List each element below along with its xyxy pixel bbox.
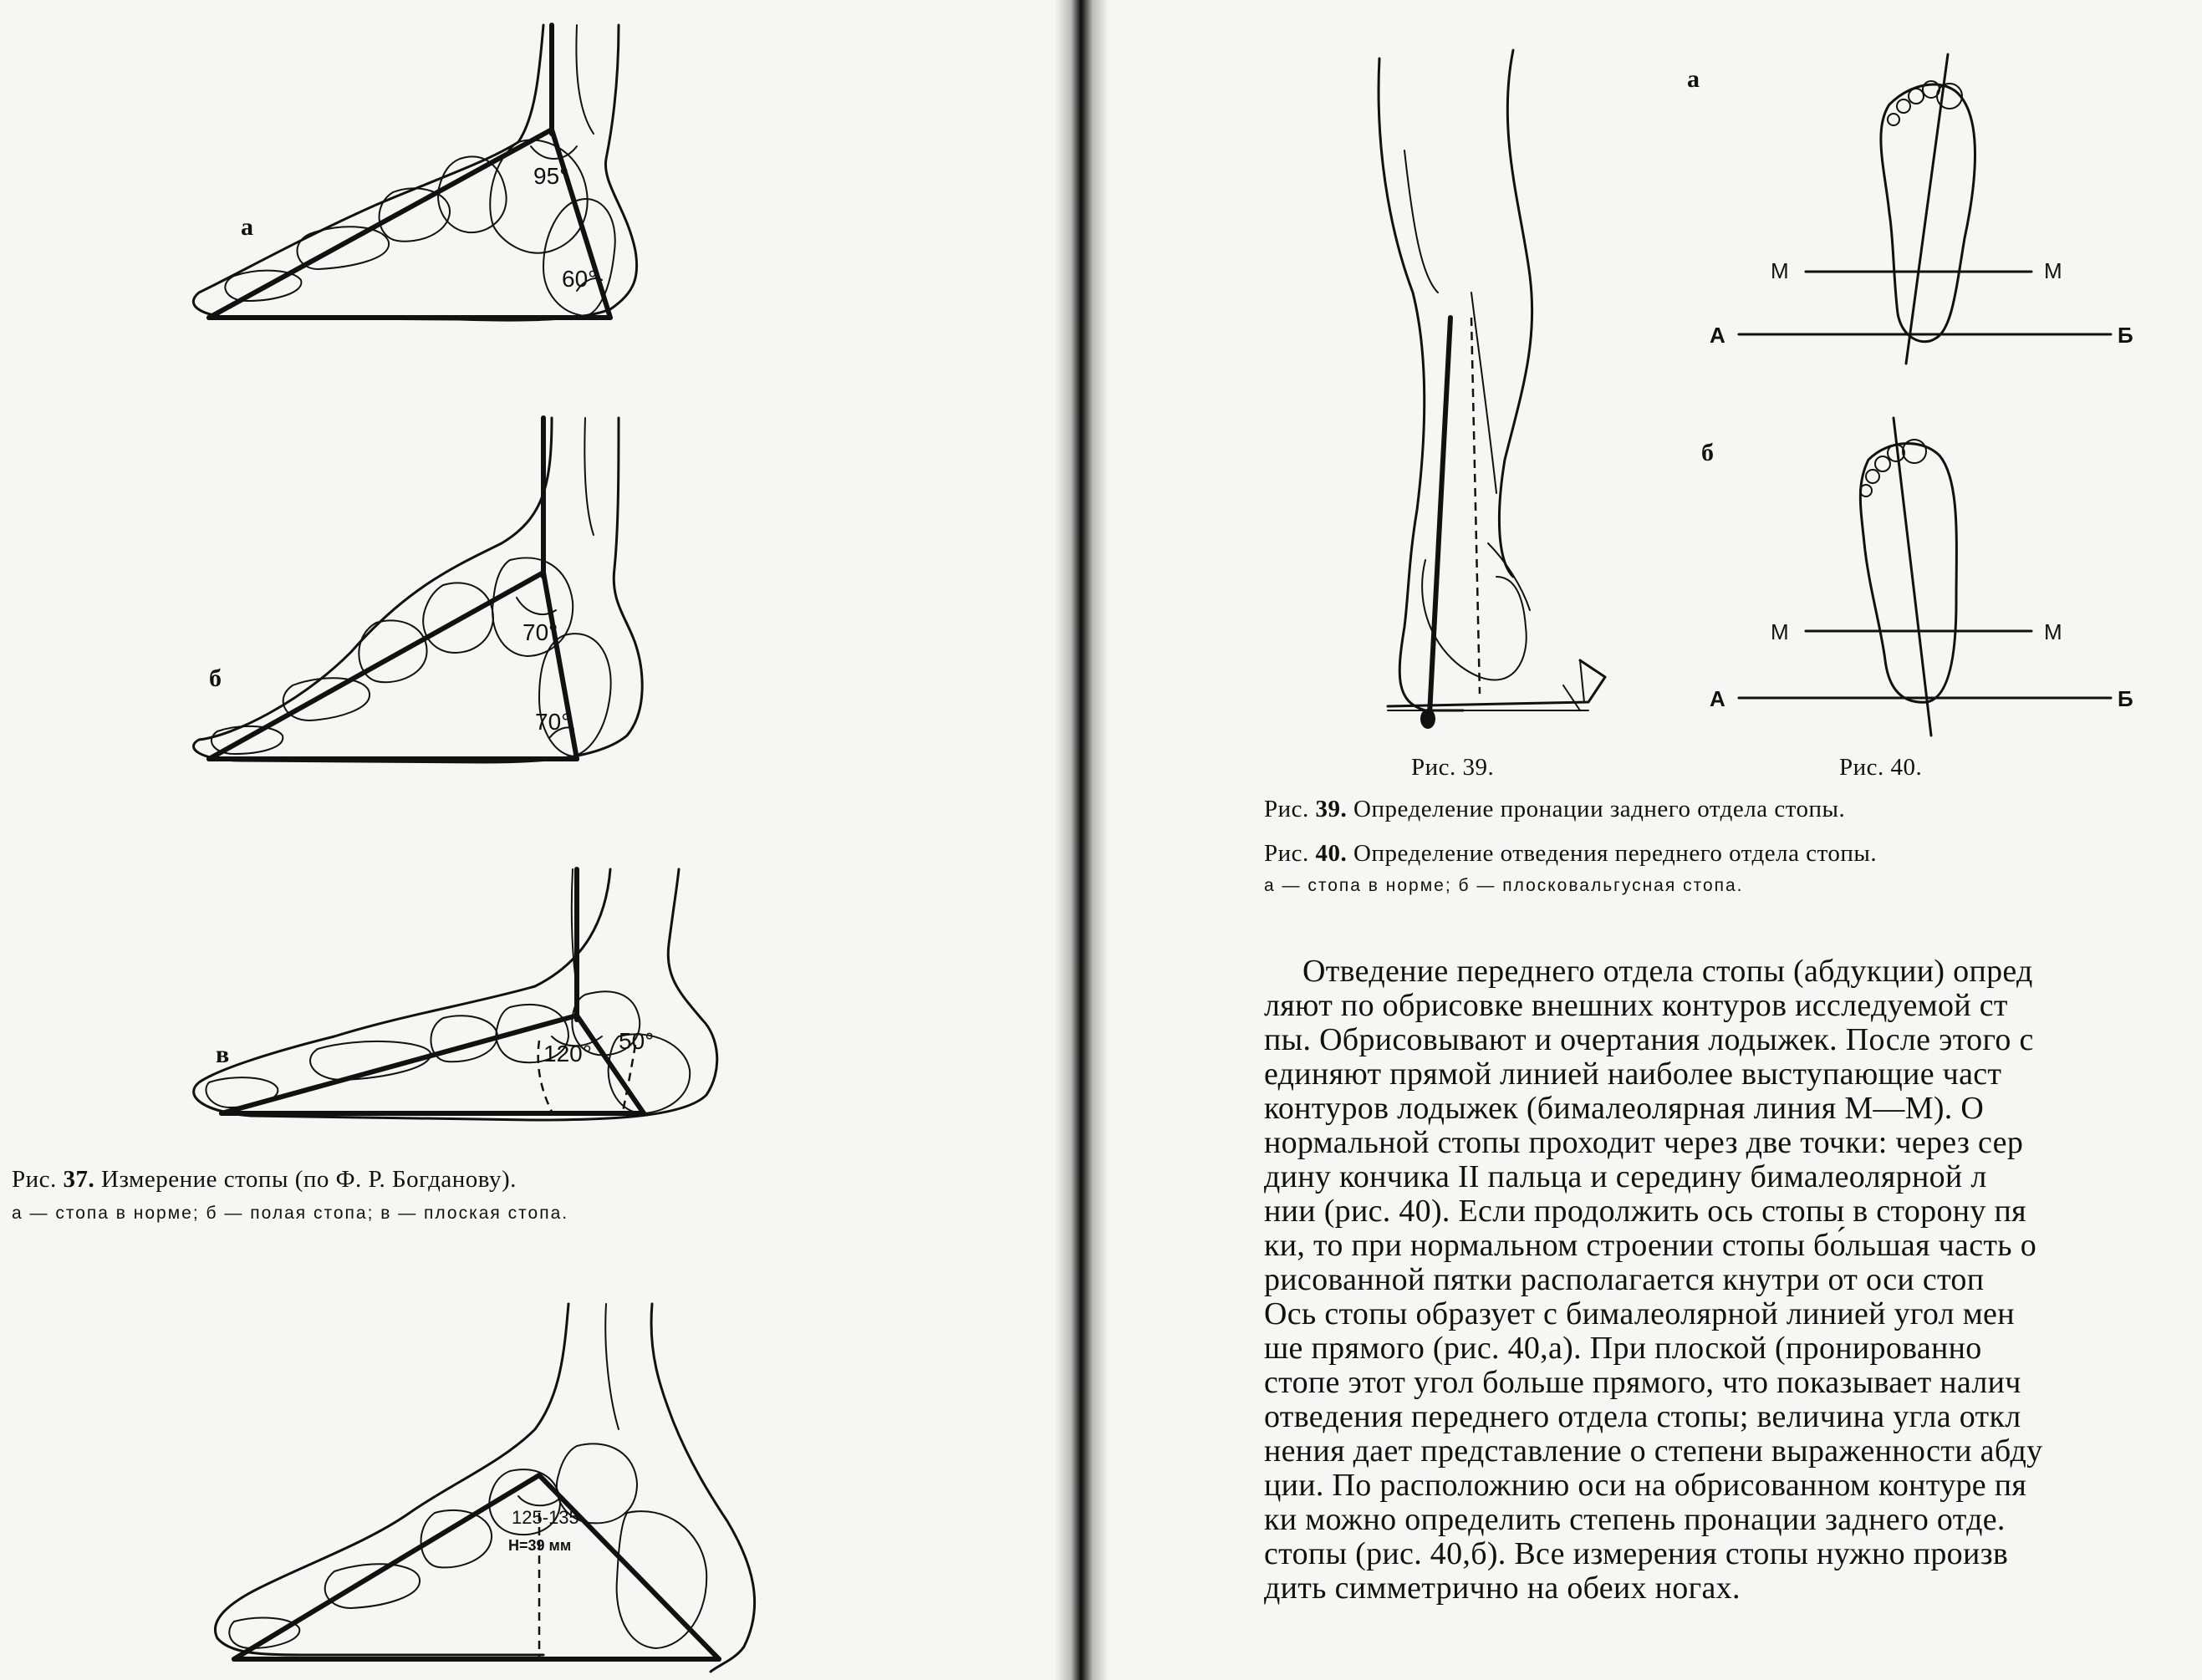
fig37-panel-c-drawing: [184, 869, 811, 1128]
body-text-line: единяют прямой линией наиболее выступающие част: [1264, 1056, 2002, 1092]
leg-axis-dashed-39: [1471, 318, 1480, 694]
toe-4-a: [1897, 99, 1910, 113]
angle-label-b1: 70°: [522, 619, 558, 645]
angle-label-c1: 120°: [543, 1041, 592, 1067]
forefoot-line-b: [209, 573, 543, 759]
body-text: [1264, 955, 2202, 1606]
b-label-a: Б: [2118, 323, 2133, 348]
footprint-outline-a: [1881, 84, 1975, 342]
calf-contour-1: [1404, 150, 1438, 293]
angle-label-38: 125-135: [512, 1507, 579, 1528]
toe-5-a: [1888, 114, 1899, 125]
toe-3-a: [1909, 89, 1924, 104]
body-text-line: ше прямого (рис. 40,а). При плоской (пронированно: [1264, 1331, 1982, 1366]
a-label-a: А: [1710, 323, 1725, 348]
toe-5-b: [1860, 485, 1872, 496]
fig39-caption-text: Определение пронации заднего отдела стопы.: [1347, 796, 1846, 822]
m-right-label-b: М: [2044, 619, 2062, 644]
body-text-line: ки, то при нормальном строении стопы бо́льшая часть о: [1264, 1228, 2036, 1263]
fig40-label: Рис. 40.: [1839, 754, 1923, 781]
height-label-38: H=39 мм: [508, 1537, 572, 1554]
body-text-line: Ось стопы образует с бималеолярной линией угол мен: [1264, 1296, 2015, 1331]
foot-axis-b: [1894, 418, 1931, 736]
fig40-caption-prefix: Рис.: [1264, 840, 1316, 867]
fig40-subcaption: а — стопа в норме; б — плосковальгусная стопа.: [1264, 876, 1744, 895]
forefoot-line-38: [234, 1475, 539, 1659]
metatarsal-bone-38: [325, 1564, 420, 1608]
a-label-b: А: [1710, 686, 1725, 711]
angle-arc-38: [518, 1496, 562, 1505]
leg-outline-left: [1379, 59, 1463, 710]
body-text-line: ции. По расположнию оси на обрисованном контуре пя: [1264, 1468, 2027, 1503]
forefoot-line-c: [222, 1016, 577, 1113]
angle-label-a1: 95°: [533, 163, 569, 189]
fig37-caption: [12, 1164, 747, 1196]
foot-axis-a: [1906, 54, 1948, 364]
fig40-panel-a-letter: а: [1687, 65, 1700, 93]
fig39-caption-number: 39.: [1315, 796, 1348, 822]
body-text-line: отведения переднего отдела стопы; величина угла откл: [1264, 1399, 2021, 1434]
body-text-line: стопе этот угол больше прямого, что показывает налич: [1264, 1365, 2021, 1400]
angle-label-b2: 70°: [535, 709, 571, 735]
plumb-bob-39: [1420, 709, 1435, 729]
m-right-label-a: М: [2044, 258, 2062, 283]
tibia-line-a: [576, 25, 594, 134]
fig39-caption: [1264, 794, 2184, 826]
body-text-line: рисованной пятки располагается кнутри от оси стоп: [1264, 1262, 1985, 1297]
achilles-contour-39: [1488, 543, 1530, 610]
fig37-panel-a-drawing: [184, 25, 786, 334]
heel-outline-38: [651, 1304, 755, 1672]
toe-3-b: [1875, 456, 1890, 471]
toe-4-b: [1866, 470, 1879, 483]
fig37-caption-text: Измерение стопы (по Ф. Р. Богданову).: [94, 1166, 517, 1193]
fig40-panel-a-drawing: [1710, 46, 2148, 372]
fig39-label: Рис. 39.: [1411, 754, 1495, 781]
body-text-line: ки можно определить степень пронации заднего отде.: [1264, 1502, 2006, 1537]
m-left-label-b: М: [1771, 619, 1789, 644]
b-label-b: Б: [2118, 686, 2133, 711]
fig39-drawing: [1371, 42, 1622, 727]
tibia-line-38: [605, 1304, 619, 1429]
m-left-label-a: М: [1771, 258, 1789, 283]
heel-line-38: [539, 1475, 719, 1659]
body-text-line: контуров лодыжек (бималеолярная линия М—М). О: [1264, 1091, 1985, 1126]
body-text-line: стопы (рис. 40,б). Все измерения стопы нужно произв: [1264, 1536, 2009, 1571]
body-text-line: дину кончика II пальца и середину бималеолярной л: [1264, 1159, 1987, 1194]
fig37-panel-c-letter: в: [216, 1041, 230, 1068]
body-text-line: пы. Обрисовывают и очертания лодыжек. После этого с: [1264, 1022, 2034, 1057]
body-text-line: нения дает представление о степени выраженности абду: [1264, 1433, 2043, 1469]
fig37-panel-a-letter: а: [241, 213, 253, 241]
fig37-panel-b-letter: б: [209, 664, 222, 692]
cuneiform-bone-a: [380, 188, 451, 241]
fig38-partial-drawing: [209, 1304, 811, 1680]
tibia-line-b: [584, 418, 594, 535]
fig37-panel-b-drawing: [184, 418, 786, 769]
metatarsal-bone-b: [283, 678, 370, 720]
body-text-line: ляют по обрисовке внешних контуров исследуемой ст: [1264, 988, 2008, 1023]
cuneiform-bone-b: [359, 620, 426, 682]
body-text-line: нормальной стопы проходит через две точки: через сер: [1264, 1125, 2024, 1160]
fig40-caption-text: Определение отведения переднего отдела стопы.: [1347, 840, 1878, 867]
calcaneus-bone-38: [617, 1511, 707, 1648]
fig37-subcaption: а — стопа в норме; б — полая стопа; в — плоская стопа.: [12, 1204, 569, 1223]
fig39-caption-prefix: Рис.: [1264, 796, 1316, 822]
fig37-caption-prefix: Рис.: [12, 1166, 64, 1193]
fig37-caption-number: 37.: [63, 1166, 95, 1193]
body-text-line: Отведение переднего отдела стопы (абдукции) опред: [1302, 955, 2033, 989]
angle-label-a2: 60°: [562, 266, 598, 292]
forefoot-line-a: [209, 130, 552, 318]
foot-outline-b: [193, 418, 642, 762]
fig40-panel-b-drawing: [1710, 418, 2148, 744]
body-text-line: нии (рис. 40). Если продолжить ось стопы в сторону пя: [1264, 1194, 2026, 1229]
fig40-caption-number: 40.: [1315, 840, 1348, 867]
fig40-panel-b-letter: б: [1701, 439, 1714, 466]
fig40-caption: [1264, 838, 2184, 870]
book-gutter: [1055, 0, 1109, 1680]
leg-outline-right: [1499, 50, 1532, 577]
angle-label-c2: 50°: [619, 1028, 655, 1054]
body-text-line: дить симметрично на обеих ногах.: [1264, 1571, 1741, 1606]
